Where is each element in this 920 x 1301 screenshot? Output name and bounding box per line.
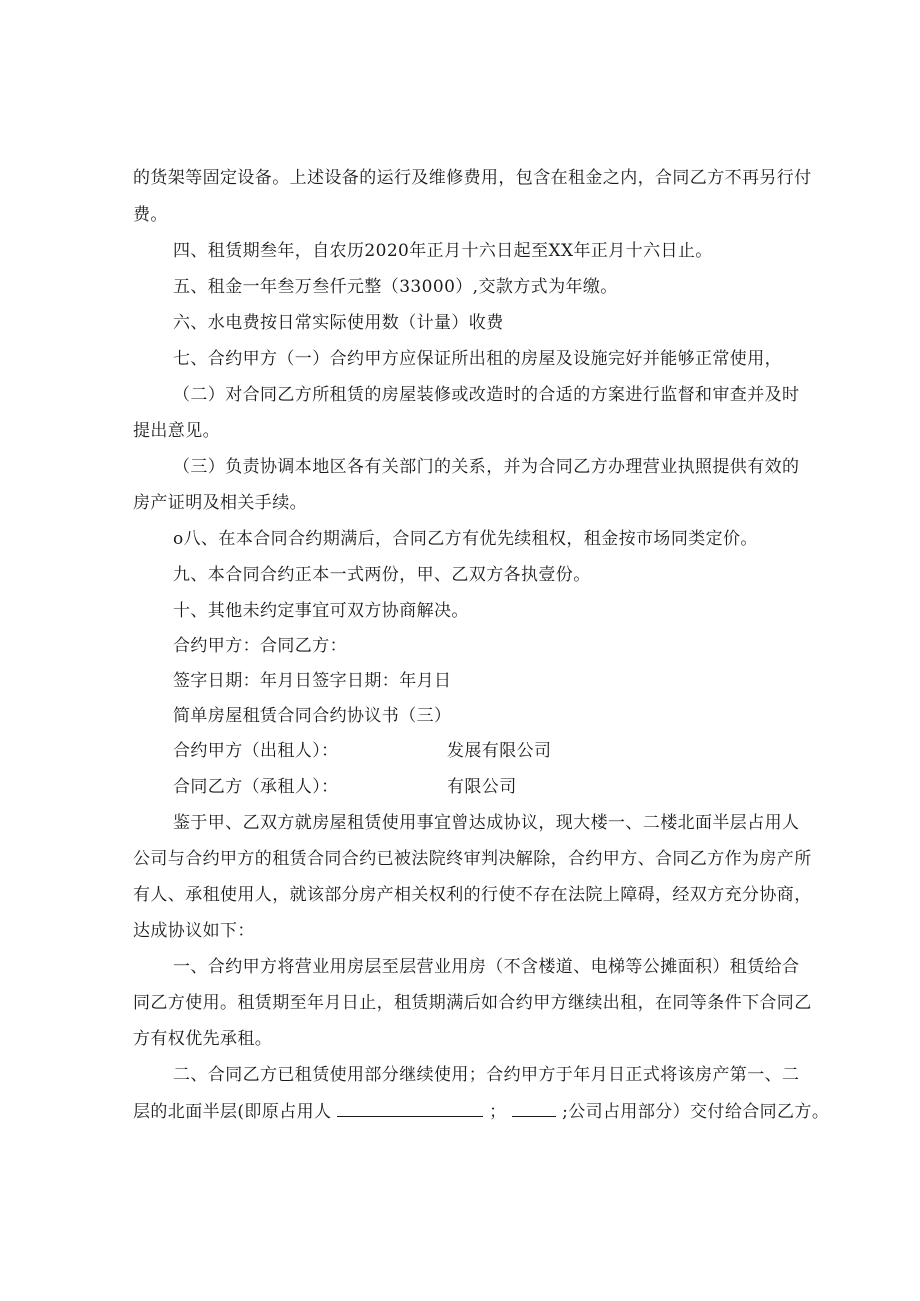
contract-title: 简单房屋租赁合同合约协议书（三） [173,706,452,726]
clause-four: 四、租赁期叁年，自农历2020年正月十六日起至XX年正月十六日止。 [173,241,713,261]
paragraph-line: 提出意见。 [133,421,220,441]
article-two-text-a: 层的北面半层(即原占用人 [133,1102,332,1122]
clause-ten: 十、其他未约定事宜可双方协商解决。 [173,601,469,621]
paragraph-line: 费。 [133,205,168,225]
lessor-label: 合约甲方（出租人）： [173,741,339,761]
fill-blank-occupant [337,1101,483,1117]
article-two: 二、合同乙方已租赁使用部分继续使用；合约甲方于年月日正式将该房产第一、二 [173,1065,800,1085]
clause-seven-sub-three: （三）负责协调本地区各有关部门的关系，并为合同乙方办理营业执照提供有效的 [173,457,800,477]
paragraph-line: 的货架等固定设备。上述设备的运行及维修费用，包含在租金之内，合同乙方不再另行付 [133,168,812,188]
article-two-text-c: ;公司占用部分）交付给合同乙方。 [562,1102,830,1122]
clause-eight: o八、在本合同合约期满后，合同乙方有优先续租权，租金按市场同类定价。 [173,529,758,549]
paragraph-line: 有人、承租使用人，就该部分房产相关权利的行使不存在法院上障碍，经双方充分协商， [133,885,812,905]
fill-blank-short [512,1101,556,1117]
party-signature-line: 合约甲方：合同乙方： [173,636,347,656]
lessee-name: 有限公司 [447,777,517,797]
clause-seven: 七、合约甲方（一）合约甲方应保证所出租的房屋及设施完好并能够正常使用， [173,349,782,369]
article-two-text-b: ； [489,1102,507,1122]
clause-seven-sub-two: （二）对合同乙方所租赁的房屋装修或改造时的合适的方案进行监督和审查并及时 [173,385,800,405]
clause-six: 六、水电费按日常实际使用数（计量）收费 [173,313,504,333]
paragraph-line: 房产证明及相关手续。 [133,493,307,513]
preamble-line: 鉴于甲、乙双方就房屋租赁使用事宜曾达成协议，现大楼一、二楼北面半层占用人 [173,813,800,833]
article-one: 一、合约甲方将营业用房层至层营业用房（不含楼道、电梯等公摊面积）租赁给合 [173,957,800,977]
paragraph-line: 方有权优先承租。 [133,1029,273,1049]
clause-nine: 九、本合同合约正本一式两份，甲、乙双方各执壹份。 [173,565,591,585]
paragraph-line: 公司与合约甲方的租赁合同合约已被法院终审判决解除，合约甲方、合同乙方作为房产所 [133,849,812,869]
paragraph-line: 达成协议如下： [133,921,255,941]
clause-five: 五、租金一年叁万叁仟元整（33000）,交款方式为年缴。 [173,277,618,297]
paragraph-line: 同乙方使用。租赁期至年月日止，租赁期满后如合约甲方继续出租，在同等条件下合同乙 [133,993,812,1013]
lessor-name: 发展有限公司 [447,741,552,761]
lessee-label: 合同乙方（承租人）： [173,777,339,797]
article-two-continued [133,1101,830,1122]
signature-date-line: 签字日期：年月日签字日期：年月日 [173,671,452,691]
